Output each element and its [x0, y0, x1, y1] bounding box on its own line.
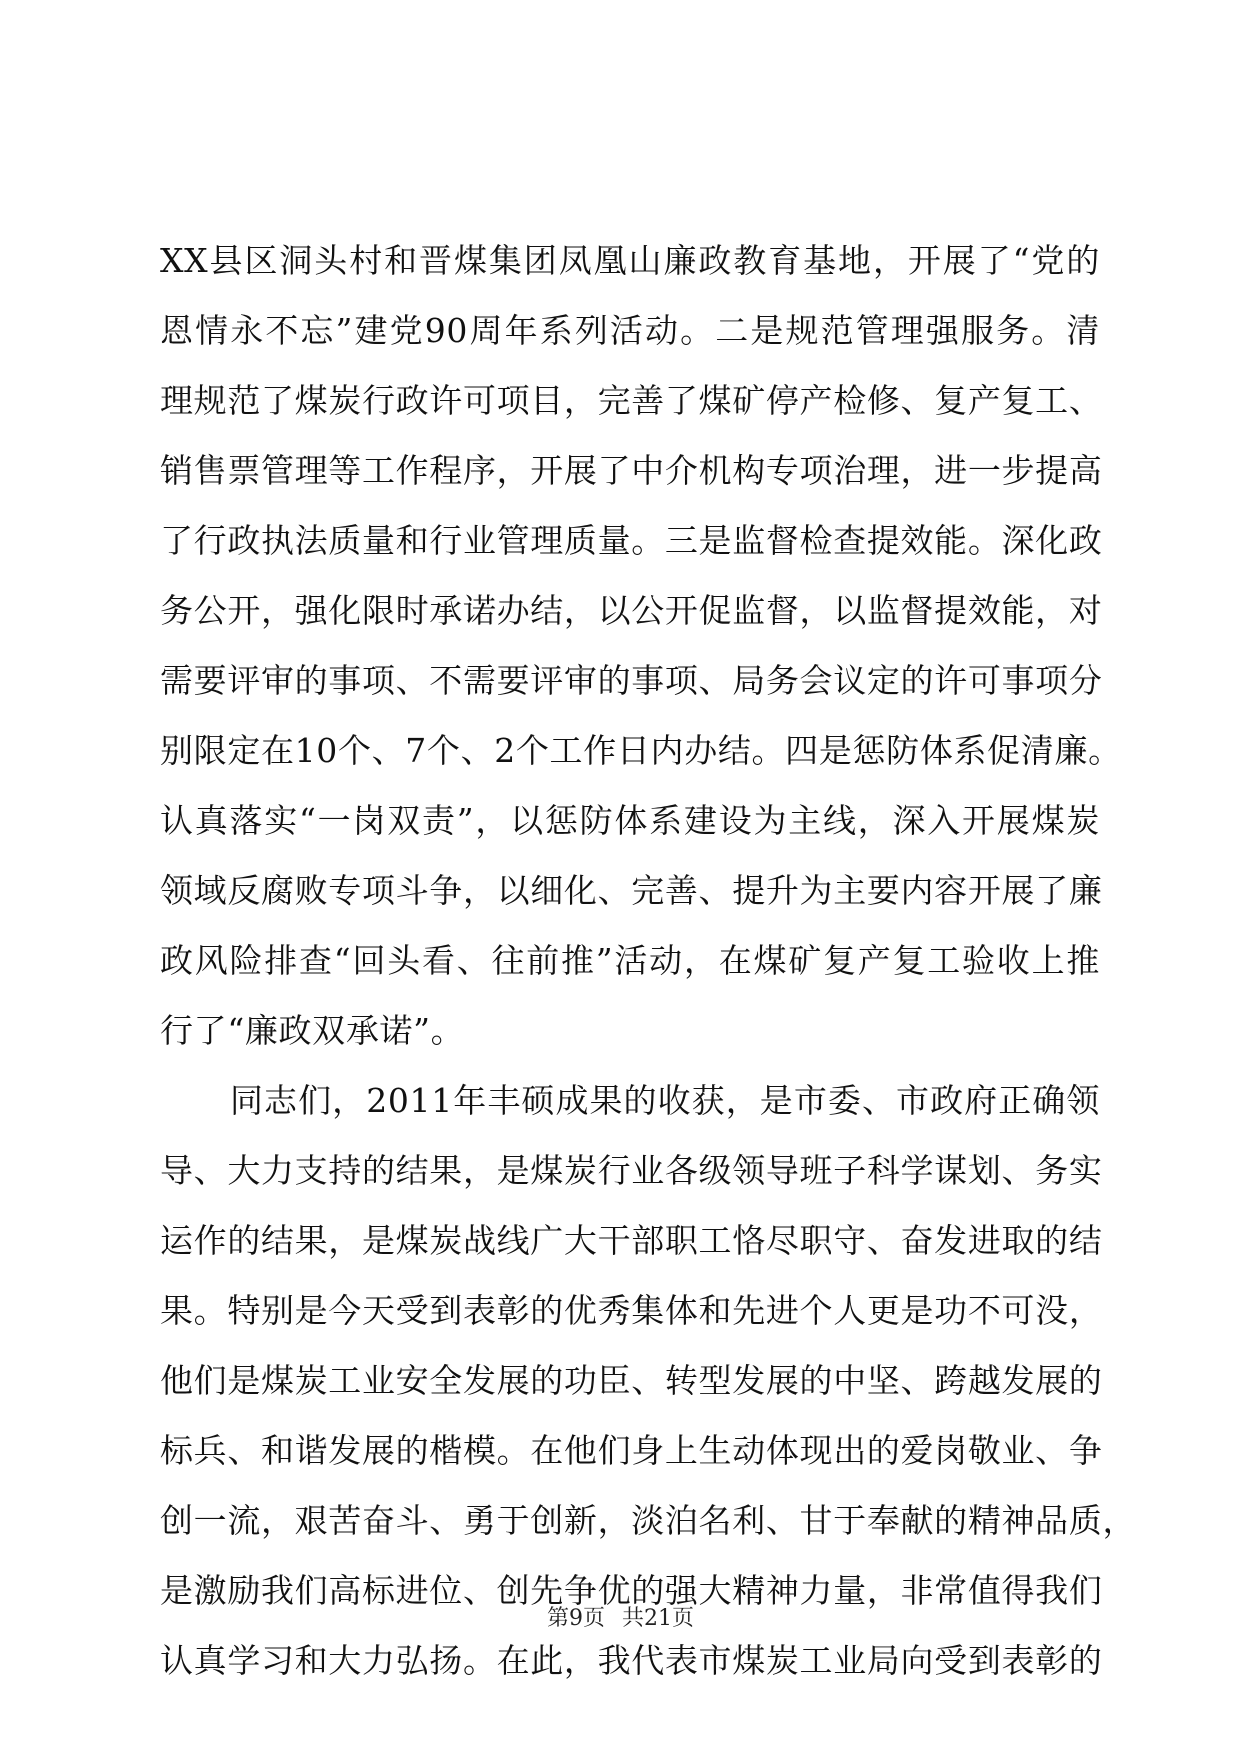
text-line: 务公开，强化限时承诺办结，以公开促监督，以监督提效能，对: [160, 591, 1103, 630]
text-line: 创一流，艰苦奋斗、勇于创新，淡泊名利、甘于奉献的精神品质，: [160, 1501, 1137, 1540]
text-line: 果。特别是今天受到表彰的优秀集体和先进个人更是功不可没，: [160, 1291, 1103, 1330]
paragraph-1: [160, 226, 1122, 1066]
text-line: 运作的结果，是煤炭战线广大干部职工恪尽职守、奋发进取的结: [160, 1221, 1103, 1260]
text-line: 了行政执法质量和行业管理质量。三是监督检查提效能。深化政: [160, 521, 1103, 560]
page-footer: [0, 1604, 1241, 1634]
text-line: 认真学习和大力弘扬。在此，我代表市煤炭工业局向受到表彰的: [160, 1641, 1103, 1680]
text-line: 认真落实“一岗双责”，以惩防体系建设为主线，深入开展煤炭: [160, 801, 1100, 840]
document-body: [160, 226, 1137, 1696]
text-line: 行了“廉政双承诺”。: [160, 1011, 465, 1050]
text-line: 同志们，2011年丰硕成果的收获，是市委、市政府正确领: [230, 1081, 1100, 1120]
page-number: 第9页: [547, 1606, 605, 1631]
text-line: 别限定在10个、7个、2个工作日内办结。四是惩防体系促清廉。: [160, 731, 1122, 770]
page-total: 共21页: [622, 1606, 694, 1631]
text-line: 政风险排查“回头看、往前推”活动，在煤矿复产复工验收上推: [160, 941, 1100, 980]
paragraph-2: [160, 1066, 1137, 1696]
text-line: 销售票管理等工作程序，开展了中介机构专项治理，进一步提高: [160, 451, 1103, 490]
text-line: 恩情永不忘”建党90周年系列活动。二是规范管理强服务。清: [160, 311, 1100, 350]
text-line: 领域反腐败专项斗争，以细化、完善、提升为主要内容开展了廉: [160, 871, 1103, 910]
text-line: 标兵、和谐发展的楷模。在他们身上生动体现出的爱岗敬业、争: [160, 1431, 1103, 1470]
text-line: 导、大力支持的结果，是煤炭行业各级领导班子科学谋划、务实: [160, 1151, 1103, 1190]
text-line: 是激励我们高标进位、创先争优的强大精神力量，非常值得我们: [160, 1571, 1103, 1610]
text-line: XX县区洞头村和晋煤集团凤凰山廉政教育基地，开展了“党的: [160, 241, 1100, 280]
text-line: 理规范了煤炭行政许可项目，完善了煤矿停产检修、复产复工、: [160, 381, 1103, 420]
text-line: 需要评审的事项、不需要评审的事项、局务会议定的许可事项分: [160, 661, 1103, 700]
text-line: 他们是煤炭工业安全发展的功臣、转型发展的中坚、跨越发展的: [160, 1361, 1103, 1400]
